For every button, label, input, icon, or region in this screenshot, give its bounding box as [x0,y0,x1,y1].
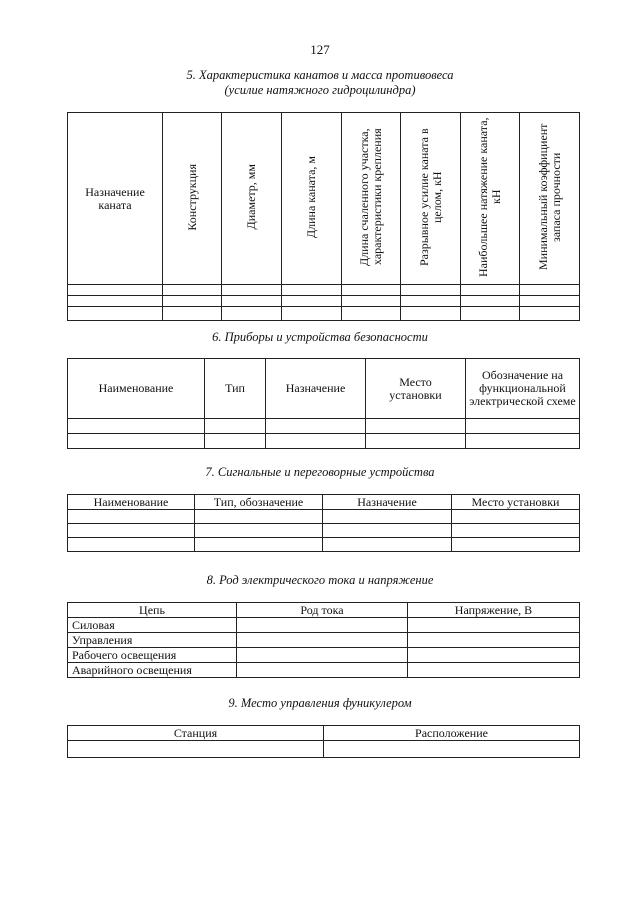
electric-current-table [67,602,580,678]
table-row [68,285,580,296]
table-row [68,538,580,552]
table-row [68,633,580,648]
section9-title: 9. Место управления фуникулером [228,696,412,710]
col-breaking-force [401,113,461,285]
table-row [68,419,580,434]
col-location: Место установки [366,359,466,419]
col-max-tension [461,113,520,285]
table-row [68,741,580,758]
col-construction [163,113,222,285]
col-purpose: Назначение [323,495,452,510]
col-rope-purpose: Назначение каната [68,113,163,285]
col-max-tension-label: Наибольшее натяжение каната, кН [476,117,503,277]
table-row [68,648,580,663]
table-row [68,434,580,449]
table-row [68,524,580,538]
signal-header-row [68,495,580,510]
section7-title: 7. Сигнальные и переговорные устройства [205,465,435,479]
col-scheme-designation: Обозначение на функциональной электрической схеме [466,359,580,419]
col-name: Наименование [68,495,195,510]
col-circuit: Цепь [68,603,237,618]
circuit-control: Управления [68,633,237,648]
table-row [68,618,580,633]
col-type: Тип [205,359,266,419]
col-location: Место установки [452,495,580,510]
col-diameter-label: Диаметр, мм [244,164,258,230]
col-construction-label: Конструкция [184,163,199,231]
table-row [68,510,580,524]
control-location-table [67,725,580,758]
circuit-work-lighting: Рабочего освещения [68,648,237,663]
section5-subtitle: (усилие натяжного гидроцилиндра) [224,83,416,97]
col-purpose: Назначение [266,359,366,419]
col-safety-factor-label: Минимальный коэффициент запаса прочности [535,123,563,271]
section8-title: 8. Род электрического тока и напряжение [206,573,434,587]
section6-title: 6. Приборы и устройства безопасности [212,330,428,344]
page-number: 127 [310,42,330,57]
col-type-designation: Тип, обозначение [195,495,323,510]
col-voltage: Напряжение, В [408,603,580,618]
signal-devices-table [67,494,580,552]
circuit-power: Силовая [68,618,237,633]
col-diameter [222,113,282,285]
col-position: Расположение [324,726,580,741]
col-breaking-force-label: Разрывное усилие каната в целом, кН [416,128,444,266]
col-current-type: Род тока [237,603,408,618]
ropes-header-row [68,113,580,285]
col-spliced-length [342,113,401,285]
col-spliced-length-label: Длина счаленного участка, характеристики крепления [357,128,384,266]
table-row [68,296,580,307]
col-rope-length [282,113,342,285]
col-name: Наименование [68,359,205,419]
current-header-row [68,603,580,618]
col-rope-length-label: Длина каната, м [304,155,318,239]
table-row [68,307,580,321]
ropes-table [67,112,580,321]
table-row [68,663,580,678]
control-header-row [68,726,580,741]
section5-title: 5. Характеристика канатов и масса противовеса [186,68,454,82]
safety-header-row [68,359,580,419]
circuit-emergency-lighting: Аварийного освещения [68,663,237,678]
safety-devices-table [67,358,580,449]
col-safety-factor [520,113,580,285]
col-station: Станция [68,726,324,741]
